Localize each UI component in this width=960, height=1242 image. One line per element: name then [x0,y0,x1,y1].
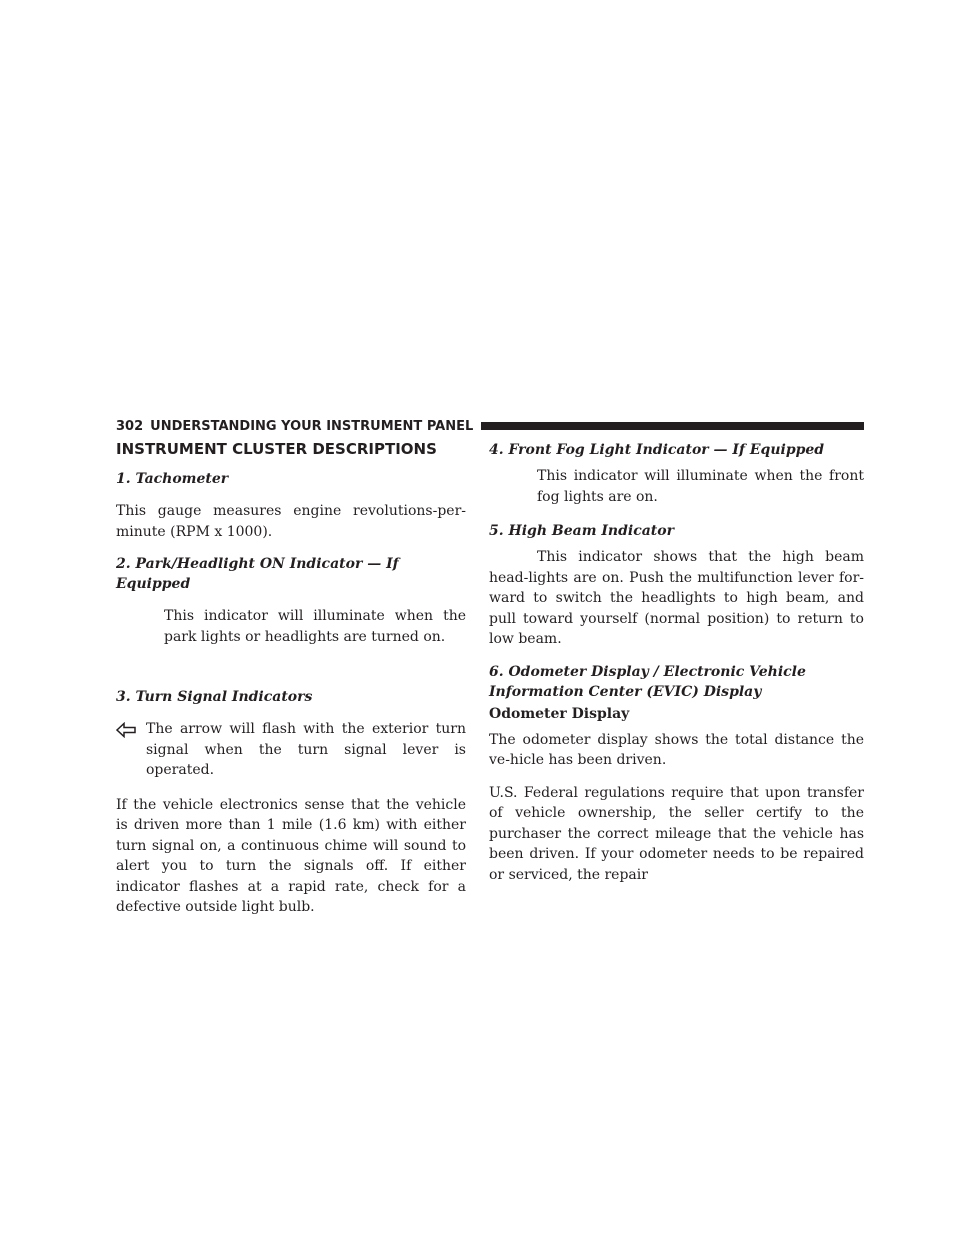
header-rule [481,422,864,430]
turn-signal-paragraph: If the vehicle electronics sense that the vehicle is driven more than 1 mile (1.6 km) with either turn signal on, a continuous chime will sound to alert you to turn the signals off. If either indicator flashes at a rapid rate, check for a defective outside light bulb. [116,796,466,915]
park-headlight-text: This indicator will illuminate when the park lights or headlights are turned on. [164,608,466,645]
odometer-evic-heading: 6. Odometer Display / Electronic Vehicle Information Center (EVIC) Display [489,663,806,700]
odometer-paragraph-2: U.S. Federal regulations require that upon transfer of vehicle ownership, the seller certify to the purchaser the correct mileage that the vehicle has been driven. If your odometer needs to be repaired or serviced, the repair [489,784,864,883]
turn-signal-icon [116,722,136,738]
page-title: INSTRUMENT CLUSTER DESCRIPTIONS [116,440,437,458]
turn-signal-text: The arrow will flash with the exterior turn signal when the turn signal lever is operated. [146,721,466,778]
high-beam-text: This indicator shows that the high beam head-lights are on. Push the multifunction lever for-ward to switch the headlights to high beam, and pull toward yourself (normal position) to return to low beam. [489,549,864,647]
fog-light-text: This indicator will illuminate when the front fog lights are on. [537,468,864,505]
tachometer-text: This gauge measures engine revolutions-per-minute (RPM x 1000). [116,503,466,540]
turn-signal-row [116,719,466,781]
turn-signal-heading: 3. Turn Signal Indicators [116,689,313,705]
right-column [489,440,864,897]
fog-light-heading: 4. Front Fog Light Indicator — If Equipped [489,442,825,458]
high-beam-heading: 5. High Beam Indicator [489,523,674,539]
odometer-paragraph-1: The odometer display shows the total distance the ve-hicle has been driven. [489,731,864,768]
tachometer-heading: 1. Tachometer [116,471,229,487]
park-headlight-heading: 2. Park/Headlight ON Indicator — If Equipped [116,556,399,592]
section-title: UNDERSTANDING YOUR INSTRUMENT PANEL [150,418,474,434]
page-number: 302 [116,418,144,434]
page-header [116,417,864,435]
odometer-display-heading: Odometer Display [489,705,630,722]
left-column [116,440,466,930]
